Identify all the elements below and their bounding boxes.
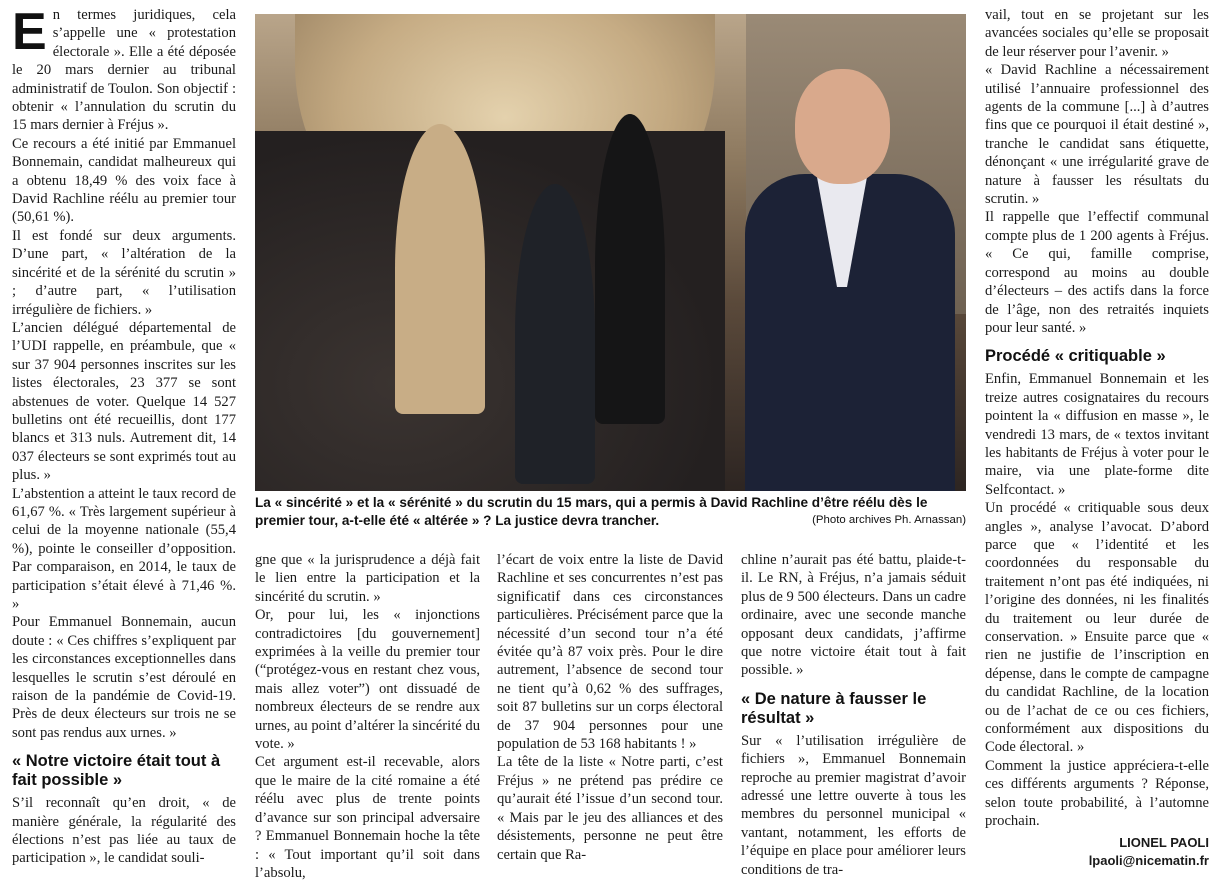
paragraph: Il rappelle que l’effectif communal compte plus de 1 200 agents à Fréjus. « Ce qui, famille comprise, correspond au moins au double d’électeurs – des actifs dans la force de l’âge, non des retraités inquiets pour leur santé. » <box>985 209 1209 336</box>
paragraph: Enfin, Emmanuel Bonnemain et les treize autres cosignataires du recours pointent la « diffusion en masse », le vendredi 13 mars, de « textos invitant les habitants de Fréjus à voter pour le maire, via une plate-forme dite Selfcontact. » <box>985 371 1209 498</box>
article-column-1 <box>12 6 236 886</box>
paragraph: L’ancien délégué départemental de l’UDI rappelle, en préambule, que « sur 37 904 personnes inscrites sur les listes électorales, 23 377 se sont abstenues de voter. Quelque 14 527 bulletins ont été recueillis, dont 177 blancs et 313 nuls. Autrement dit, 14 037 électeurs se sont exprimés tout au plus. » <box>12 319 236 484</box>
drop-cap: E <box>12 6 47 61</box>
paragraph: Un procédé « critiquable sous deux angles », analyse l’avocat. D’abord parce que « l’identité et les coordonnées du responsable du traitement n’ont pas été indiquées, ni l’origine des données, ni les finalités du traitement ou leur durée de conservation. » Ensuite parce que « rien ne justifie de l’inscription en dépense, dans le compte de campagne du candidat Rachline, de la location ou de l’achat de ce ou ces fichiers, conformément aux dispositions du Code électoral. » <box>985 500 1209 756</box>
paragraph: « David Rachline a nécessairement utilisé l’annuaire professionnel des agents de la commune [...] à d’autres fins que ce pourquoi il était destiné », tranche le candidat sans étiquette, dénonçant « une irrégularité grave de nature à fausser les résultats du scrutin. » <box>985 62 1209 208</box>
paragraph: Il est fondé sur deux arguments. D’une part, « l’altération de la sincérité et de la sérénité du scrutin » ; d’autre part, « l’utilisation irrégulière de fichiers. » <box>12 227 236 318</box>
article-photo <box>255 14 966 491</box>
photo-person <box>515 184 595 484</box>
paragraph: S’il reconnaît qu’en droit, « de manière générale, la régularité des élections n’est pas liée au taux de participation », le candidat souli- <box>12 795 236 867</box>
photo-caption: La « sincérité » et la « sérénité » du scrutin du 15 mars, qui a permis à David Rachline d’être réélu dès le premier tour, a-t-elle été « altérée » ? La justice devra trancher. (Photo archives Ph. Arnassan) <box>255 495 966 528</box>
paragraph: chline n’aurait pas été battu, plaide-t-il. Le RN, à Fréjus, n’a jamais séduit plus de 9 500 électeurs. Dans un cadre ordinaire, avec une seconde manche opposant deux candidats, j’affirme que notre victoire était tout à fait possible. » <box>741 552 966 679</box>
article-column-3 <box>497 551 723 881</box>
photo-person <box>395 124 485 414</box>
photo-main-subject <box>725 69 955 491</box>
photo-person <box>595 114 665 424</box>
paragraph: Pour Emmanuel Bonnemain, aucun doute : « Ces chiffres s’expliquent par les circonstances exceptionnelles dans lesquelles le scrutin s’est déroulé en raison de la pandémie de Covid-19. Près de deux électeurs sur trois ne se sont pas rendus aux urnes. » <box>12 614 236 741</box>
paragraph: L’abstention a atteint le taux record de 61,67 %. « Très largement supérieur à celui de la moyenne nationale (55,4 %), pointe le conseiller d’opposition. Par comparaison, en 2014, le taux de participation s’était élevé à 71,46 %. » <box>12 485 236 612</box>
article-column-4 <box>741 551 966 881</box>
article-column-2 <box>255 551 480 881</box>
paragraph: Comment la justice appréciera-t-elle ces différents arguments ? Réponse, selon toute probabilité, à l’automne prochain. <box>985 757 1209 830</box>
paragraph: Or, pour lui, les « injonctions contradictoires [du gouvernement] exprimées à la veille du premier tour (“protégez-vous en restant chez vous, mais allez voter”) ont dissuadé de nombreux électeurs de se rendre aux urnes, au point d’altérer la sincérité du vote. » <box>255 607 480 753</box>
paragraph: l’écart de voix entre la liste de David Rachline et ses concurrentes n’est pas significatif dans ces circonstances particulières. Précisément parce que la nécessité d’un second tour n’a été évitée qu’à 87 voix près. Pour le dire autrement, l’absence de second tour ne tient qu’à 0,62 % des suffrages, soit 87 bulletins sur un corps électoral de 37 904 personnes pour une population de 53 168 habitants ! » <box>497 552 723 753</box>
photo-credit: (Photo archives Ph. Arnassan) <box>812 513 966 526</box>
paragraph: Ce recours a été initié par Emmanuel Bonnemain, candidat malheureux qui a obtenu 18,49 % des voix face à David Rachline réélu au premier tour (50,61 %). <box>12 135 236 226</box>
paragraph: vail, tout en se projetant sur les avancées sociales qu’elle se proposait de leur réserver pour l’avenir. » <box>985 7 1209 60</box>
author-name: LIONEL PAOLI <box>1119 835 1209 851</box>
author-email[interactable]: lpaoli@nicematin.fr <box>1088 853 1209 869</box>
paragraph: Sur « l’utilisation irrégulière de fichiers », Emmanuel Bonnemain reproche au premier magistrat d’avoir adressé une lettre ouverte à tous les membres du personnel municipal « vantant, notamment, les efforts de l’équipe en place pour améliorer leurs conditions de tra- <box>741 732 966 878</box>
paragraph: La tête de la liste « Notre parti, c’est Fréjus » ne prétend pas prédire ce qu’aurait été l’issue d’un second tour. « Mais par le jeu des alliances et des désistements, personne ne peut être certain que Ra- <box>497 754 723 863</box>
paragraph: En termes juridiques, cela s’appelle une « protestation électorale ». Elle a été déposée le 20 mars dernier au tribunal administratif de Toulon. Son objectif : obtenir « l’annulation du scrutin du 15 mars dernier à Fréjus ». <box>12 6 236 134</box>
article-column-5 <box>985 6 1209 886</box>
subheading: « Notre victoire était tout à fait possible » <box>12 752 221 790</box>
paragraph: gne que « la jurisprudence a déjà fait le lien entre la participation et la sincérité du scrutin. » <box>255 552 480 605</box>
subheading: « De nature à fausser le résultat » <box>741 689 927 727</box>
paragraph: Cet argument est-il recevable, alors que le maire de la cité romaine a été réélu avec plus de trente points d’avance sur son principal adversaire ? Emmanuel Bonnemain hoche la tête : « Tout important qu’il soit dans l’absolu, <box>255 754 480 881</box>
subheading: Procédé « critiquable » <box>985 347 1166 366</box>
